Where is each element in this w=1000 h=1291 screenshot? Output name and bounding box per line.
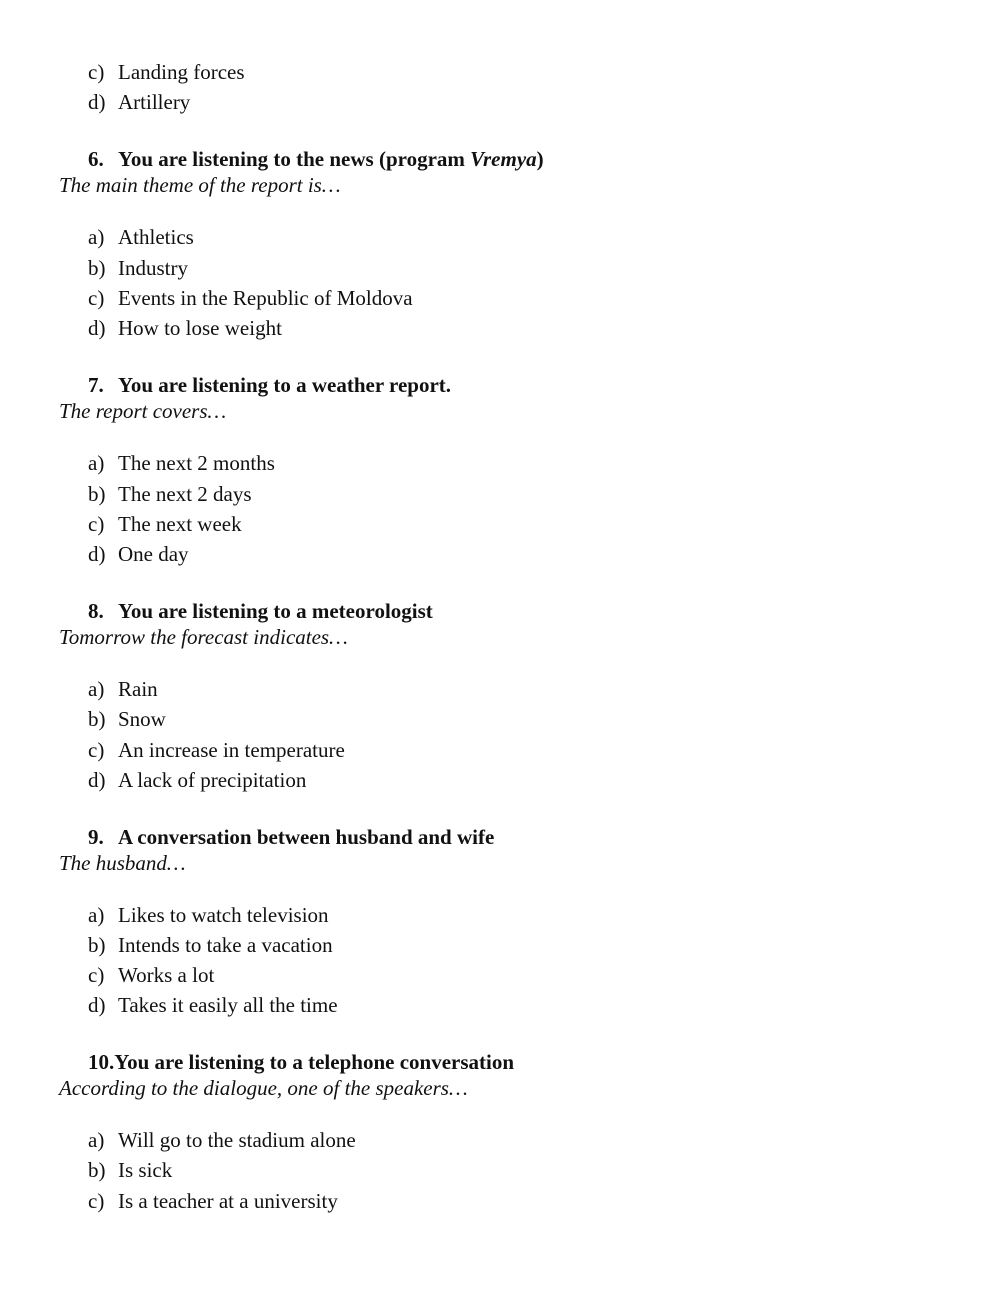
question-9-prompt: The husband… [59,851,186,875]
question-6-title: 6. You are listening to the news (program Vremya) [88,147,544,171]
option-7b[interactable]: b) The next 2 days [88,482,252,506]
question-9-title: 9. A conversation between husband and wife [88,825,495,849]
option-9d[interactable]: d) Takes it easily all the time [88,993,338,1017]
option-5c[interactable]: c) Landing forces [88,60,245,84]
option-8b[interactable]: b) Snow [88,707,166,731]
option-8c[interactable]: c) An increase in temperature [88,738,345,762]
question-10-title: 10.You are listening to a telephone conversation [88,1050,515,1074]
option-7a[interactable]: a) The next 2 months [88,451,275,475]
question-7-title: 7. You are listening to a weather report. [88,373,452,397]
question-8-title: 8. You are listening to a meteorologist [88,599,433,623]
option-6a[interactable]: a) Athletics [88,225,194,249]
option-8a[interactable]: a) Rain [88,677,158,701]
option-6b[interactable]: b) Industry [88,256,188,280]
question-8-prompt: Tomorrow the forecast indicates… [59,625,348,649]
option-7d[interactable]: d) One day [88,542,189,566]
option-6c[interactable]: c) Events in the Republic of Moldova [88,286,413,310]
option-10c[interactable]: c) Is a teacher at a university [88,1189,338,1213]
option-9a[interactable]: a) Likes to watch television [88,903,329,927]
question-6-prompt: The main theme of the report is… [59,173,341,197]
option-8d[interactable]: d) A lack of precipitation [88,768,307,792]
option-6d[interactable]: d) How to lose weight [88,316,282,340]
option-5d[interactable]: d) Artillery [88,90,191,114]
question-7-prompt: The report covers… [59,399,227,423]
option-7c[interactable]: c) The next week [88,512,242,536]
option-9b[interactable]: b) Intends to take a vacation [88,933,333,957]
option-10b[interactable]: b) Is sick [88,1158,173,1182]
option-10a[interactable]: a) Will go to the stadium alone [88,1128,356,1152]
question-10-prompt: According to the dialogue, one of the speakers… [59,1076,468,1100]
option-9c[interactable]: c) Works a lot [88,963,215,987]
